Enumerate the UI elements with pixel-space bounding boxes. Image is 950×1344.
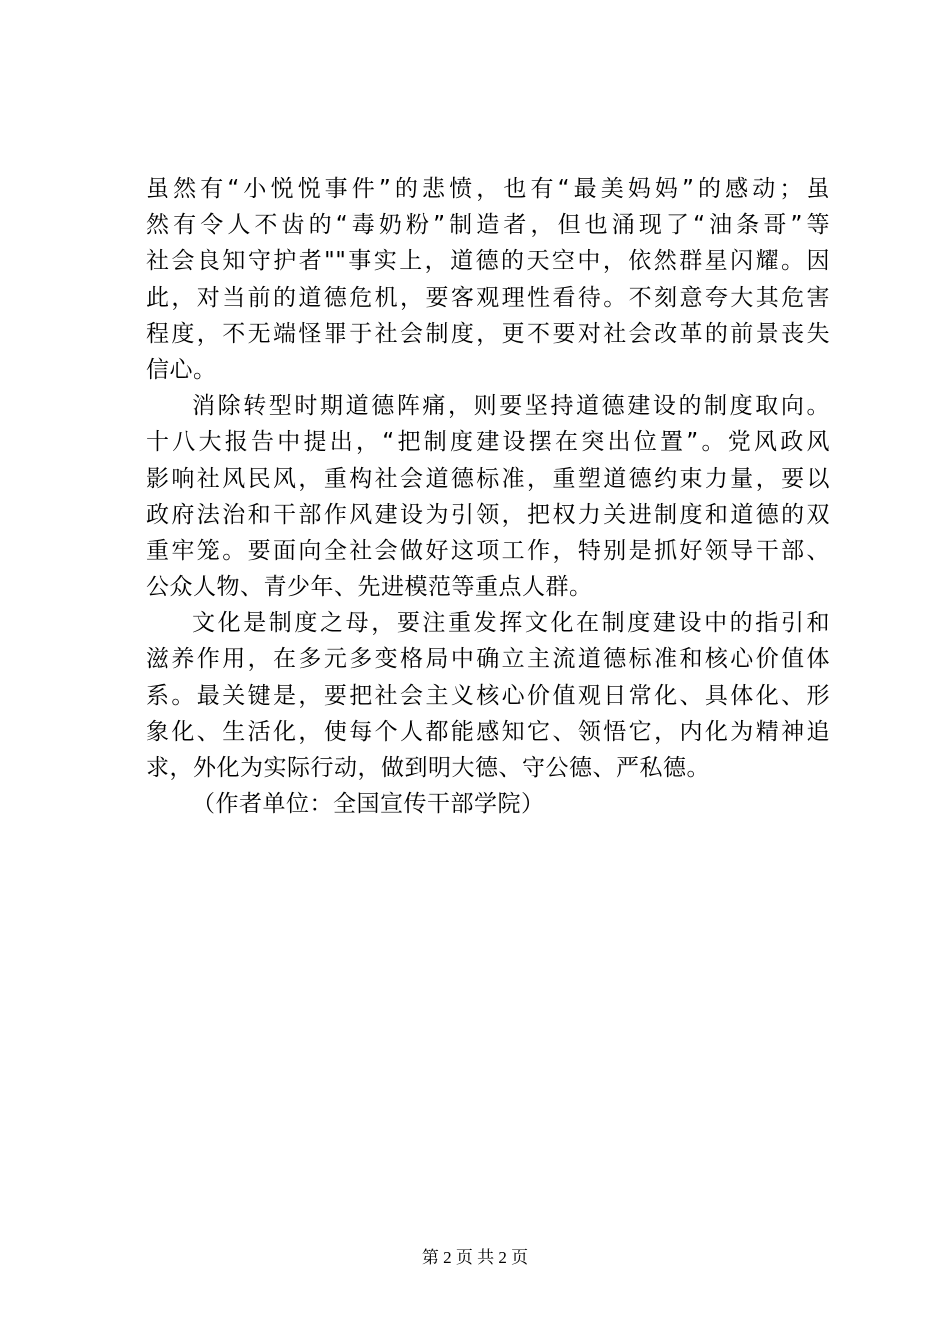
text-line: 滋养作用，在多元多变格局中确立主流道德标准和核心价值体 bbox=[146, 646, 830, 673]
text-line: 社会良知守护者""事实上，道德的天空中，依然群星闪耀。因 bbox=[146, 248, 830, 275]
text-line: 系。最关键是，要把社会主义核心价值观日常化、具体化、形 bbox=[146, 682, 830, 709]
text-line: 影响社风民风，重构社会道德标准，重塑道德约束力量，要以 bbox=[146, 465, 830, 492]
author-affiliation: （作者单位：全国宣传干部学院） bbox=[192, 791, 545, 818]
text-line: 公众人物、青少年、先进模范等重点人群。 bbox=[146, 574, 593, 601]
paragraph-first-line: 文化是制度之母，要注重发挥文化在制度建设中的指引和 bbox=[192, 610, 830, 637]
text-line: 十八大报告中提出，“把制度建设摆在突出位置”。党风政风 bbox=[146, 429, 830, 456]
paragraph-first-line: 消除转型时期道德阵痛，则要坚持道德建设的制度取向。 bbox=[192, 393, 830, 420]
text-line: 信心。 bbox=[146, 356, 217, 383]
text-line: 然有令人不齿的“毒奶粉”制造者，但也涌现了“油条哥”等 bbox=[146, 212, 830, 239]
text-line: 象化、生活化，使每个人都能感知它、领悟它，内化为精神追 bbox=[146, 718, 830, 745]
page-number-footer: 第 2 页 共 2 页 bbox=[421, 1248, 529, 1267]
text-line: 求，外化为实际行动，做到明大德、守公德、严私德。 bbox=[146, 755, 710, 781]
text-line: 此，对当前的道德危机，要客观理性看待。不刻意夸大其危害 bbox=[146, 284, 830, 311]
text-line: 重牢笼。要面向全社会做好这项工作，特别是抓好领导干部、 bbox=[146, 537, 830, 564]
text-line: 政府法治和干部作风建设为引领，把权力关进制度和道德的双 bbox=[146, 501, 830, 528]
article-body bbox=[146, 171, 830, 822]
text-line: 程度，不无端怪罪于社会制度，更不要对社会改革的前景丧失 bbox=[146, 320, 830, 347]
text-line: 虽然有“小悦悦事件”的悲愤，也有“最美妈妈”的感动；虽 bbox=[146, 176, 830, 202]
